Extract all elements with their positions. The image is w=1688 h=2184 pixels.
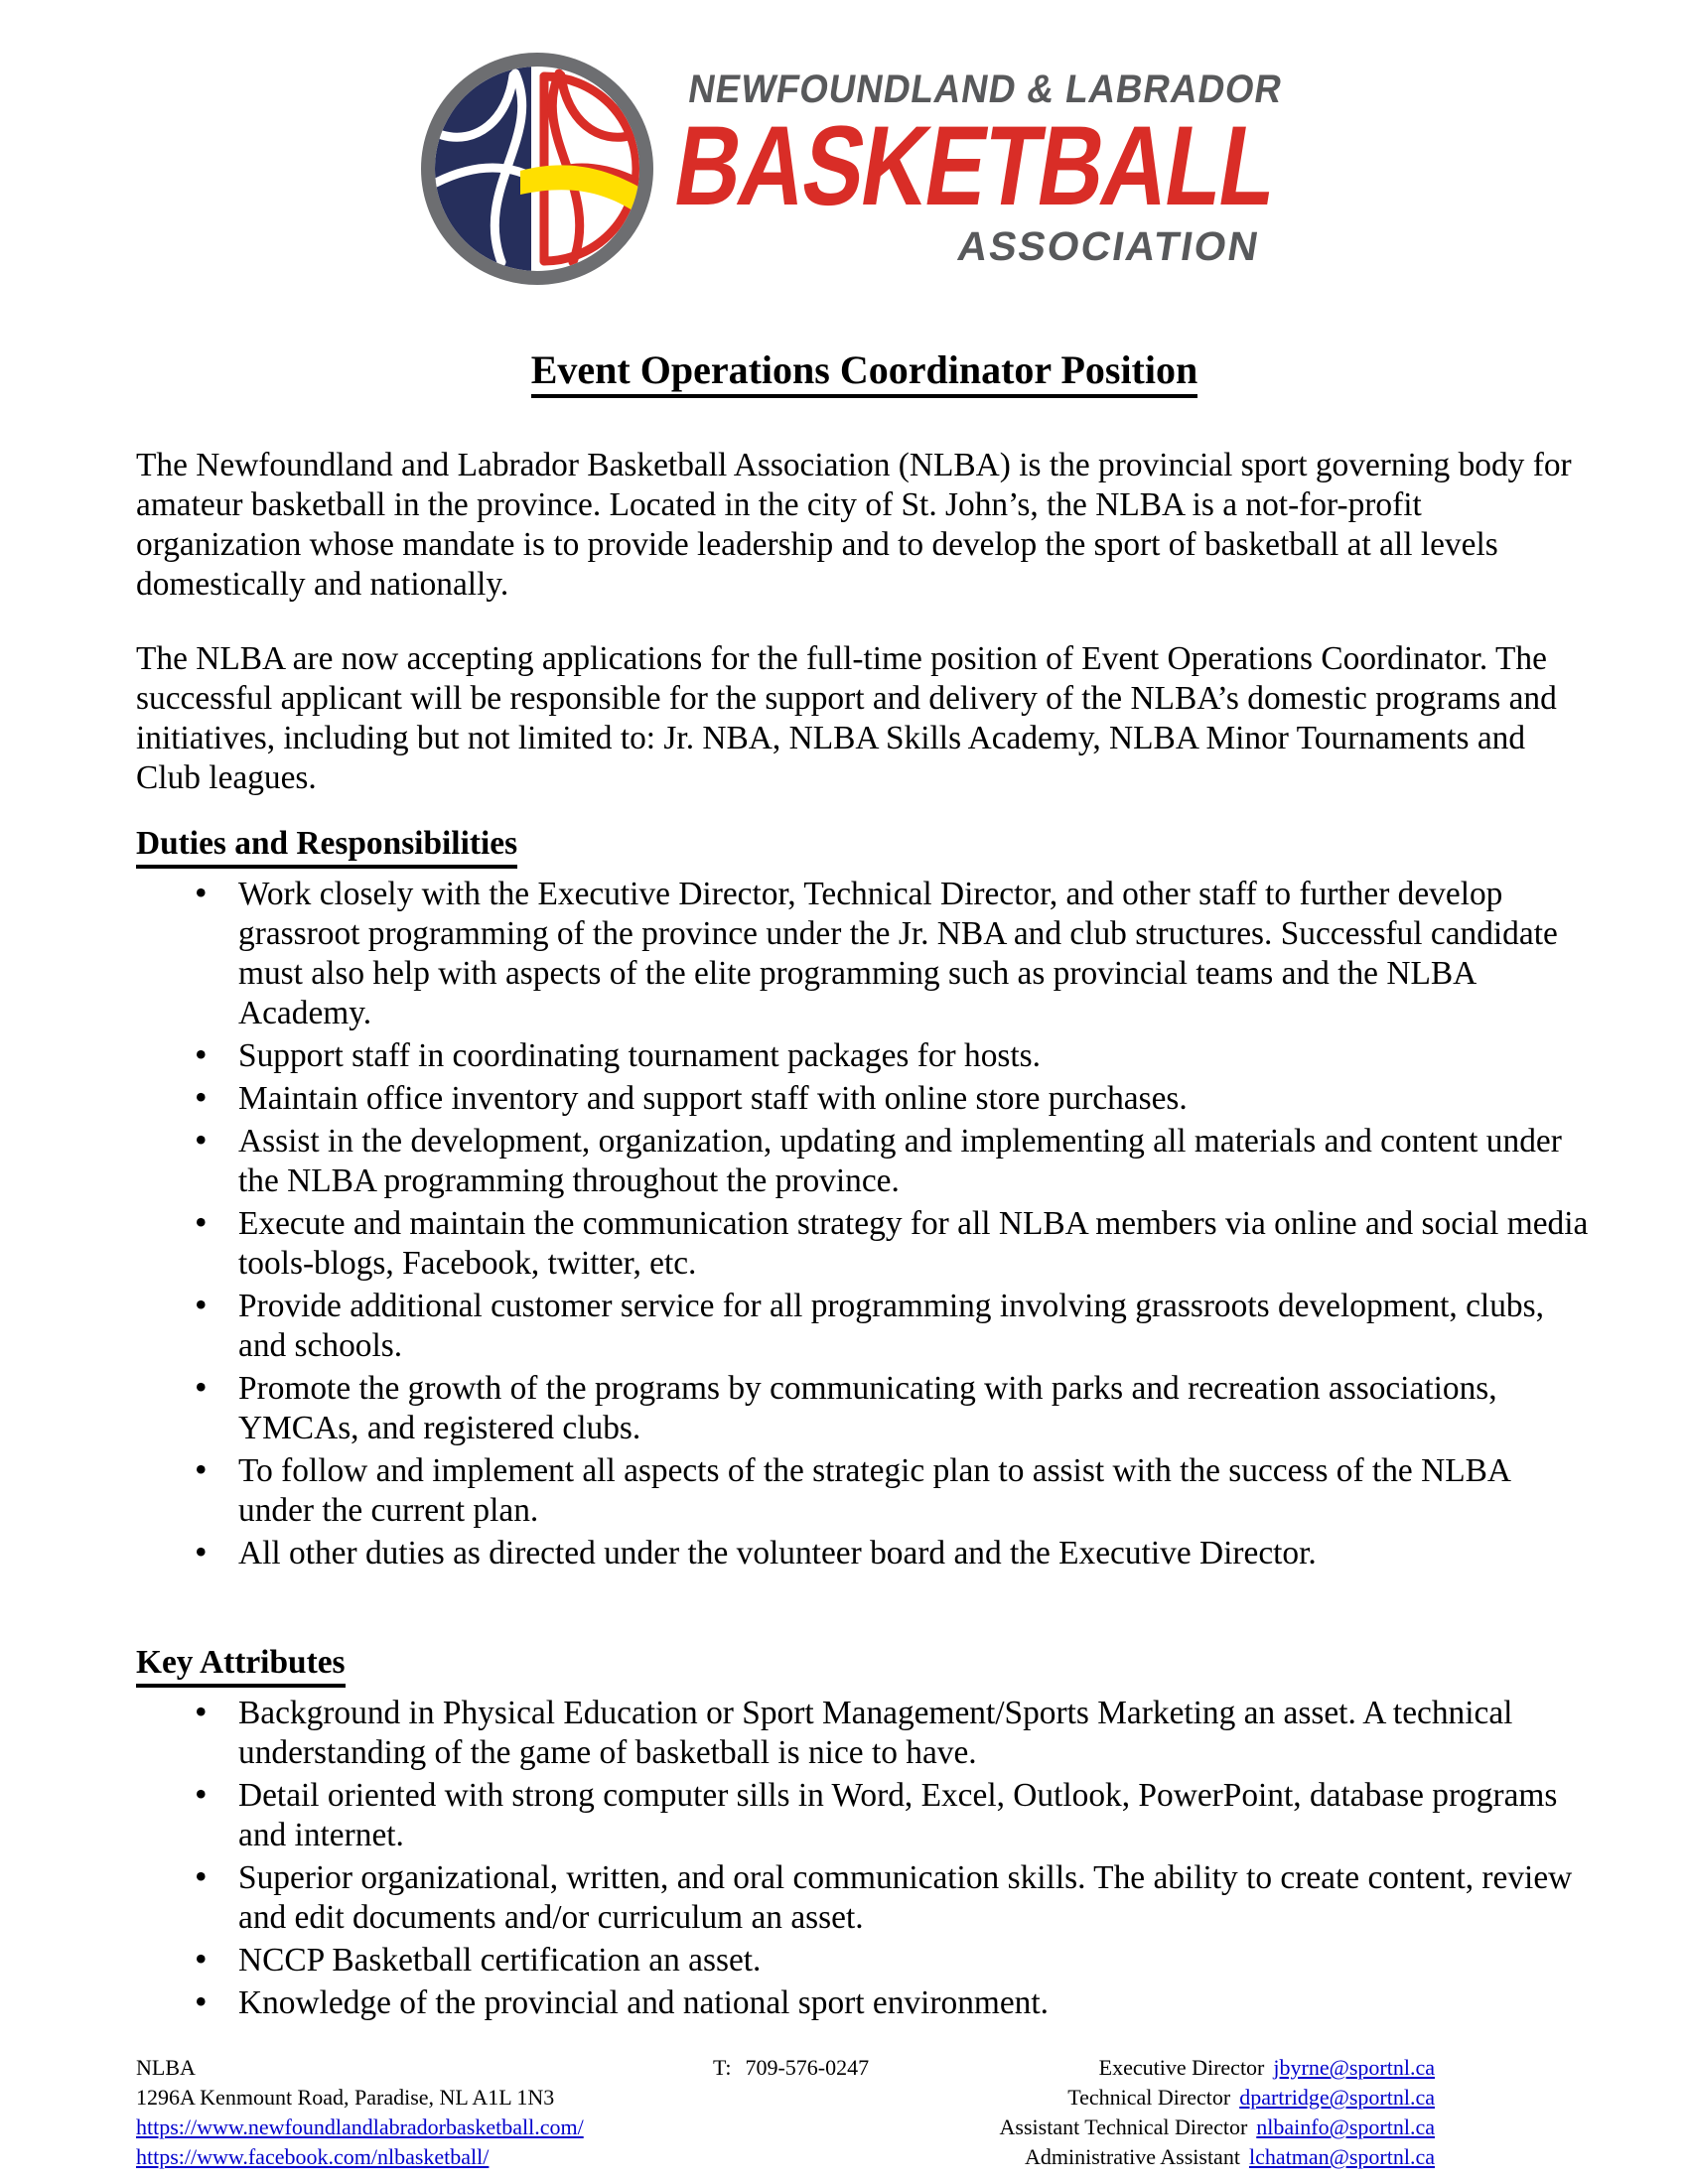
contact-row xyxy=(1000,2083,1435,2113)
contact-email-link[interactable]: lchatman@sportnl.ca xyxy=(1248,2144,1435,2169)
duties-item: • Support staff in coordinating tournament packages for hosts. xyxy=(238,1036,1593,1076)
key-attributes-heading-row xyxy=(136,1643,1593,1688)
contact-role: Administrative Assistant xyxy=(1025,2144,1240,2169)
contact-row xyxy=(1000,2113,1435,2142)
footer-address: 1296A Kenmount Road, Paradise, NL A1L 1N3 xyxy=(136,2085,555,2110)
attribute-item: • Background in Physical Education or Sport Management/Sports Marketing an asset. A technical understanding of the game of basketball is nice to have. xyxy=(238,1694,1593,1773)
footer-website-link[interactable]: https://www.newfoundlandlabradorbasketball.com/ xyxy=(136,2115,584,2139)
phone-number: 709-576-0247 xyxy=(745,2055,870,2080)
logo-line-association: ASSOCIATION xyxy=(954,223,1264,269)
contact-email-link[interactable]: nlbainfo@sportnl.ca xyxy=(1256,2115,1435,2139)
footer-left-column xyxy=(136,2053,713,2172)
key-attributes-heading: Key Attributes xyxy=(136,1643,346,1688)
footer xyxy=(136,2053,1593,2172)
position-paragraph: The NLBA are now accepting applications for the full-time position of Event Operations Coordinator. The successful applicant will be responsible for the support and delivery of the NLBA’s domestic programs and initiatives, including but not limited to: Jr. NBA, NLBA Skills Academy, NLBA Minor Tournaments and Club leagues. xyxy=(136,640,1557,796)
attribute-item: • Knowledge of the provincial and national sport environment. xyxy=(238,1983,1593,2023)
duties-item: • Promote the growth of the programs by communicating with parks and recreation associations, YMCAs, and registered clubs. xyxy=(238,1369,1593,1448)
duties-item: • All other duties as directed under the volunteer board and the Executive Director. xyxy=(238,1534,1593,1573)
attribute-item: • Superior organizational, written, and oral communication skills. The ability to create content, review and edit documents and/or curriculum an asset. xyxy=(238,1858,1593,1938)
logo-line-basketball: BASKETBALL xyxy=(666,103,1285,229)
key-attributes-list xyxy=(136,1694,1593,2023)
duties-item: • Work closely with the Executive Director, Technical Director, and other staff to further develop grassroot programming of the province under the Jr. NBA and club structures. Successful candidate must also help with aspects of the elite programming such as provincial teams and the NLBA Academy. xyxy=(238,875,1593,1033)
logo-wordmark xyxy=(660,69,1288,268)
duties-item: • Execute and maintain the communication strategy for all NLBA members via online and social media tools-blogs, Facebook, twitter, etc. xyxy=(238,1204,1593,1284)
contact-role: Executive Director xyxy=(1098,2055,1265,2080)
intro-paragraph: The Newfoundland and Labrador Basketball Association (NLBA) is the provincial sport governing body for amateur basketball in the province. Located in the city of St. John’s, the NLBA is a not-for-profit organization whose mandate is to provide leadership and to develop the sport of basketball at all levels domestically and nationally. xyxy=(136,447,1572,603)
duties-item: • Assist in the development, organization, updating and implementing all materials and content under the NLBA programming throughout the province. xyxy=(238,1122,1593,1201)
footer-phone-column xyxy=(713,2053,869,2172)
duties-heading-row xyxy=(136,824,1593,869)
title-row xyxy=(136,349,1593,398)
duties-list xyxy=(136,875,1593,1573)
contact-email-link[interactable]: jbyrne@sportnl.ca xyxy=(1273,2055,1435,2080)
attribute-item: • NCCP Basketball certification an asset. xyxy=(238,1941,1593,1980)
duties-heading: Duties and Responsibilities xyxy=(136,824,517,869)
footer-org-name: NLBA xyxy=(136,2055,196,2080)
nlba-logo xyxy=(0,0,1688,294)
contact-row xyxy=(1000,2142,1435,2172)
contact-email-link[interactable]: dpartridge@sportnl.ca xyxy=(1239,2085,1435,2110)
footer-facebook-link[interactable]: https://www.facebook.com/nlbasketball/ xyxy=(136,2144,490,2169)
contact-row xyxy=(1000,2053,1435,2083)
page-title: Event Operations Coordinator Position xyxy=(531,349,1198,398)
contact-role: Technical Director xyxy=(1067,2085,1231,2110)
attribute-item: • Detail oriented with strong computer sills in Word, Excel, Outlook, PowerPoint, database programs and internet. xyxy=(238,1776,1593,1855)
logo-line-region: NEWFOUNDLAND & LABRADOR xyxy=(685,68,1286,111)
contact-role: Assistant Technical Director xyxy=(999,2115,1248,2139)
basketball-logo-icon xyxy=(416,48,658,290)
duties-item: • Provide additional customer service for all programming involving grassroots development, clubs, and schools. xyxy=(238,1287,1593,1366)
phone-label: T: xyxy=(713,2055,732,2080)
duties-item: • To follow and implement all aspects of the strategic plan to assist with the success of the NLBA under the current plan. xyxy=(238,1451,1593,1531)
footer-contacts-column xyxy=(1000,2053,1435,2172)
duties-item: • Maintain office inventory and support staff with online store purchases. xyxy=(238,1079,1593,1119)
